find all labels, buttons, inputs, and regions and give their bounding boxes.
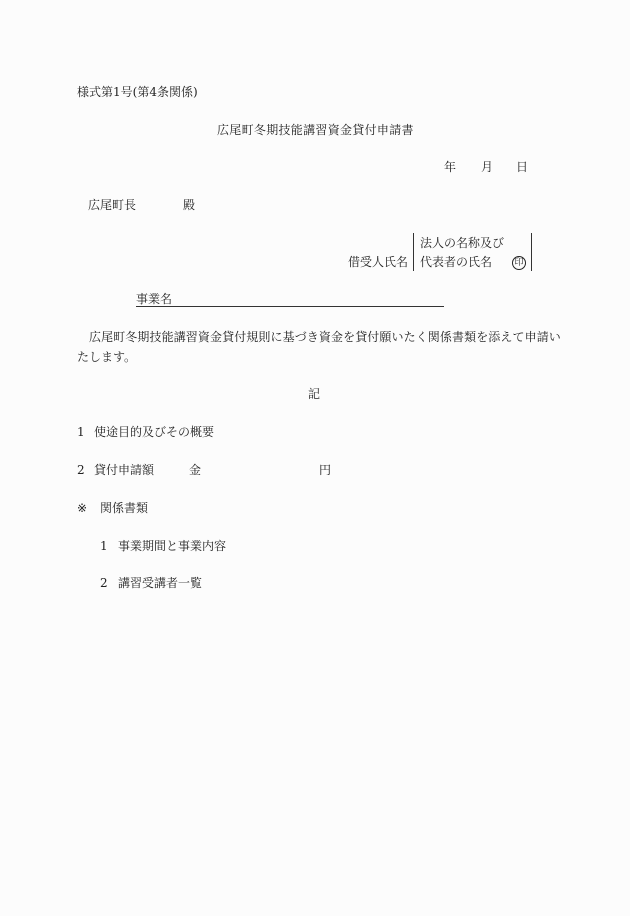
item-number: 2 bbox=[77, 463, 85, 477]
body-line-2: たします。 bbox=[77, 350, 137, 364]
item-label: 貸付申請額 bbox=[94, 463, 155, 477]
addressee-honorific: 殿 bbox=[183, 198, 196, 212]
body-line-1: 広尾町冬期技能講習資金貸付規則に基づき資金を貸付願いたく関係書類を添えて申請い bbox=[89, 330, 561, 344]
attachments-label: 関係書類 bbox=[100, 501, 149, 515]
day-label: 日 bbox=[516, 160, 529, 174]
project-label: 事業名 bbox=[136, 292, 173, 306]
project-underline bbox=[136, 306, 444, 307]
bracket-left bbox=[413, 233, 414, 271]
attachment-label: 事業期間と事業内容 bbox=[118, 539, 227, 553]
bracket-right bbox=[531, 233, 532, 271]
amount-unit: 円 bbox=[319, 463, 332, 477]
borrower-line1: 法人の名称及び bbox=[420, 236, 505, 250]
item-label: 使途目的及びその概要 bbox=[94, 425, 215, 439]
attachment-number: 2 bbox=[100, 576, 108, 590]
addressee-name: 広尾町長 bbox=[88, 198, 137, 212]
month-label: 月 bbox=[481, 160, 494, 174]
year-label: 年 bbox=[444, 160, 457, 174]
borrower-line2: 代表者の氏名 bbox=[420, 255, 493, 269]
borrower-label: 借受人氏名 bbox=[348, 255, 409, 269]
form-number: 様式第1号(第4条関係) bbox=[77, 85, 198, 99]
ki-heading: 記 bbox=[308, 387, 321, 401]
item-number: 1 bbox=[77, 425, 85, 439]
note-mark: ※ bbox=[77, 501, 88, 515]
seal-icon: 印 bbox=[512, 256, 526, 270]
document-title: 広尾町冬期技能講習資金貸付申請書 bbox=[217, 123, 414, 137]
attachment-number: 1 bbox=[100, 539, 108, 553]
amount-prefix: 金 bbox=[189, 463, 202, 477]
attachment-label: 講習受講者一覧 bbox=[118, 576, 203, 590]
